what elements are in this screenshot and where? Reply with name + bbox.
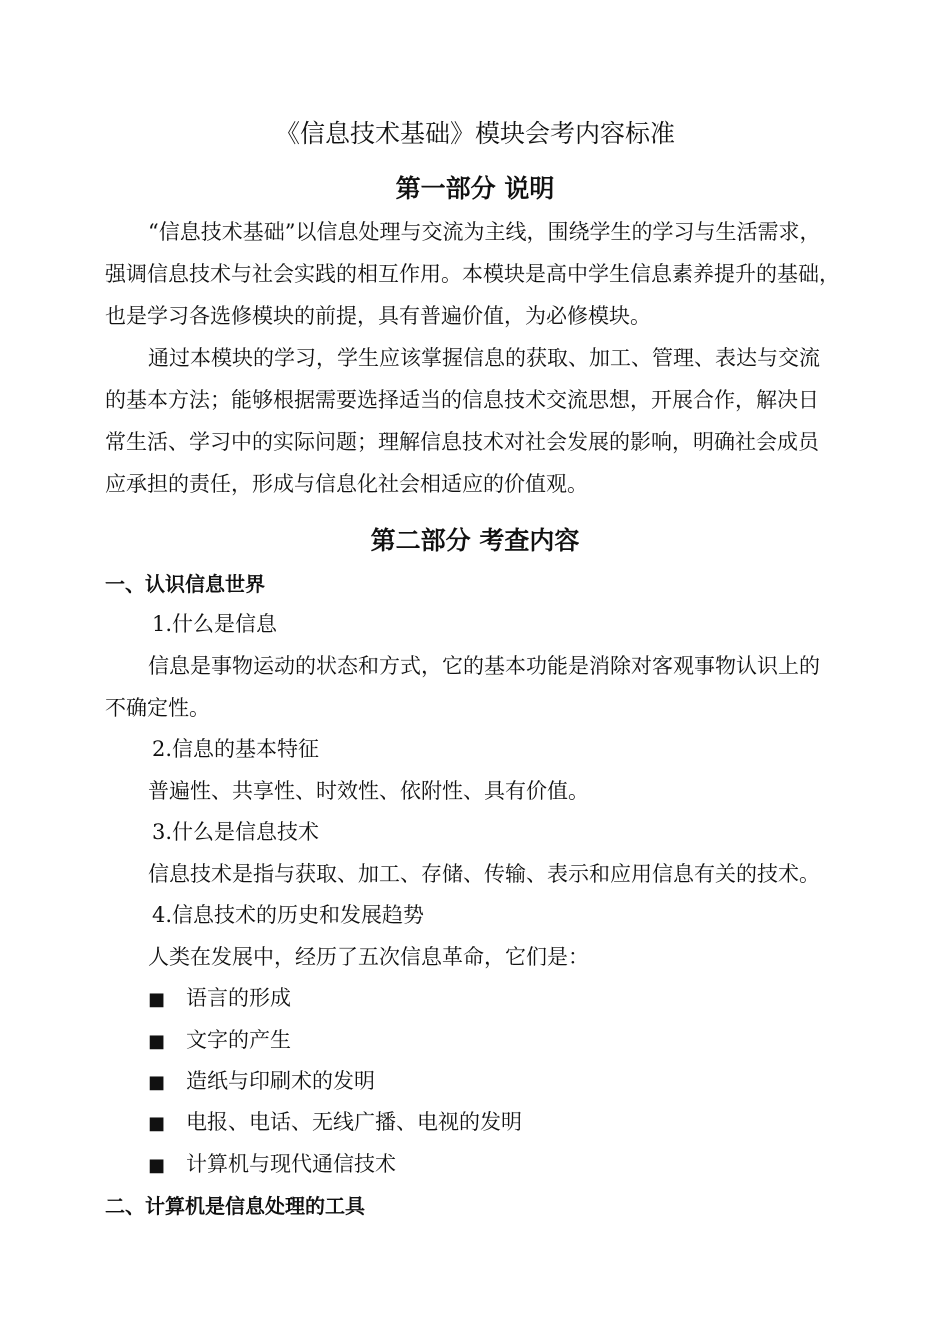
bullet-item — [148, 1108, 522, 1138]
part1-para2-line2: 的基本方法；能够根据需要选择适当的信息技术交流思想，开展合作，解决日 — [105, 388, 819, 412]
part1-para2-line3: 常生活、学习中的实际问题；理解信息技术对社会发展的影响，明确社会成员 — [105, 430, 819, 454]
item3-text: 信息技术是指与获取、加工、存储、传输、表示和应用信息有关的技术。 — [148, 862, 820, 886]
item3-title: 3.什么是信息技术 — [152, 820, 320, 844]
item1-text-line2: 不确定性。 — [105, 696, 210, 720]
part1-heading: 第一部分 说明 — [395, 174, 555, 203]
bullet-item — [148, 1026, 291, 1056]
part2-heading: 第二部分 考查内容 — [370, 526, 580, 555]
part1-para2-line4: 应承担的责任，形成与信息化社会相适应的价值观。 — [105, 472, 588, 496]
item4-title: 4.信息技术的历史和发展趋势 — [152, 903, 425, 927]
document-title: 《信息技术基础》模块会考内容标准 — [274, 119, 675, 148]
item2-text: 普遍性、共享性、时效性、依附性、具有价值。 — [148, 779, 589, 803]
square-bullet-icon: ■ — [148, 1113, 166, 1134]
bullet-item — [148, 984, 291, 1014]
square-bullet-icon: ■ — [148, 1072, 166, 1093]
part1-para2-line1: 通过本模块的学习，学生应该掌握信息的获取、加工、管理、表达与交流 — [148, 346, 820, 370]
bullet-item — [148, 1067, 375, 1097]
square-bullet-icon: ■ — [148, 1155, 166, 1176]
bullet-text: 语言的形成 — [186, 986, 291, 1010]
bullet-text: 计算机与现代通信技术 — [186, 1152, 396, 1176]
item1-text-line1: 信息是事物运动的状态和方式，它的基本功能是消除对客观事物认识上的 — [148, 654, 820, 678]
square-bullet-icon: ■ — [148, 1031, 166, 1052]
item1-title: 1.什么是信息 — [152, 612, 278, 636]
item4-text: 人类在发展中，经历了五次信息革命，它们是： — [148, 945, 589, 969]
section1-heading: 一、认识信息世界 — [105, 572, 265, 596]
bullet-text: 电报、电话、无线广播、电视的发明 — [186, 1110, 522, 1134]
part1-para1-line3: 也是学习各选修模块的前提，具有普遍价值，为必修模块。 — [105, 304, 651, 328]
item2-title: 2.信息的基本特征 — [152, 737, 320, 761]
bullet-text: 造纸与印刷术的发明 — [186, 1069, 375, 1093]
part1-para1-line1: “信息技术基础”以信息处理与交流为主线，围绕学生的学习与生活需求， — [148, 220, 821, 244]
section2-heading: 二、计算机是信息处理的工具 — [105, 1194, 365, 1218]
bullet-text: 文字的产生 — [186, 1028, 291, 1052]
square-bullet-icon: ■ — [148, 989, 166, 1010]
bullet-item — [148, 1150, 396, 1180]
part1-para1-line2: 强调信息技术与社会实践的相互作用。本模块是高中学生信息素养提升的基础， — [105, 262, 840, 286]
